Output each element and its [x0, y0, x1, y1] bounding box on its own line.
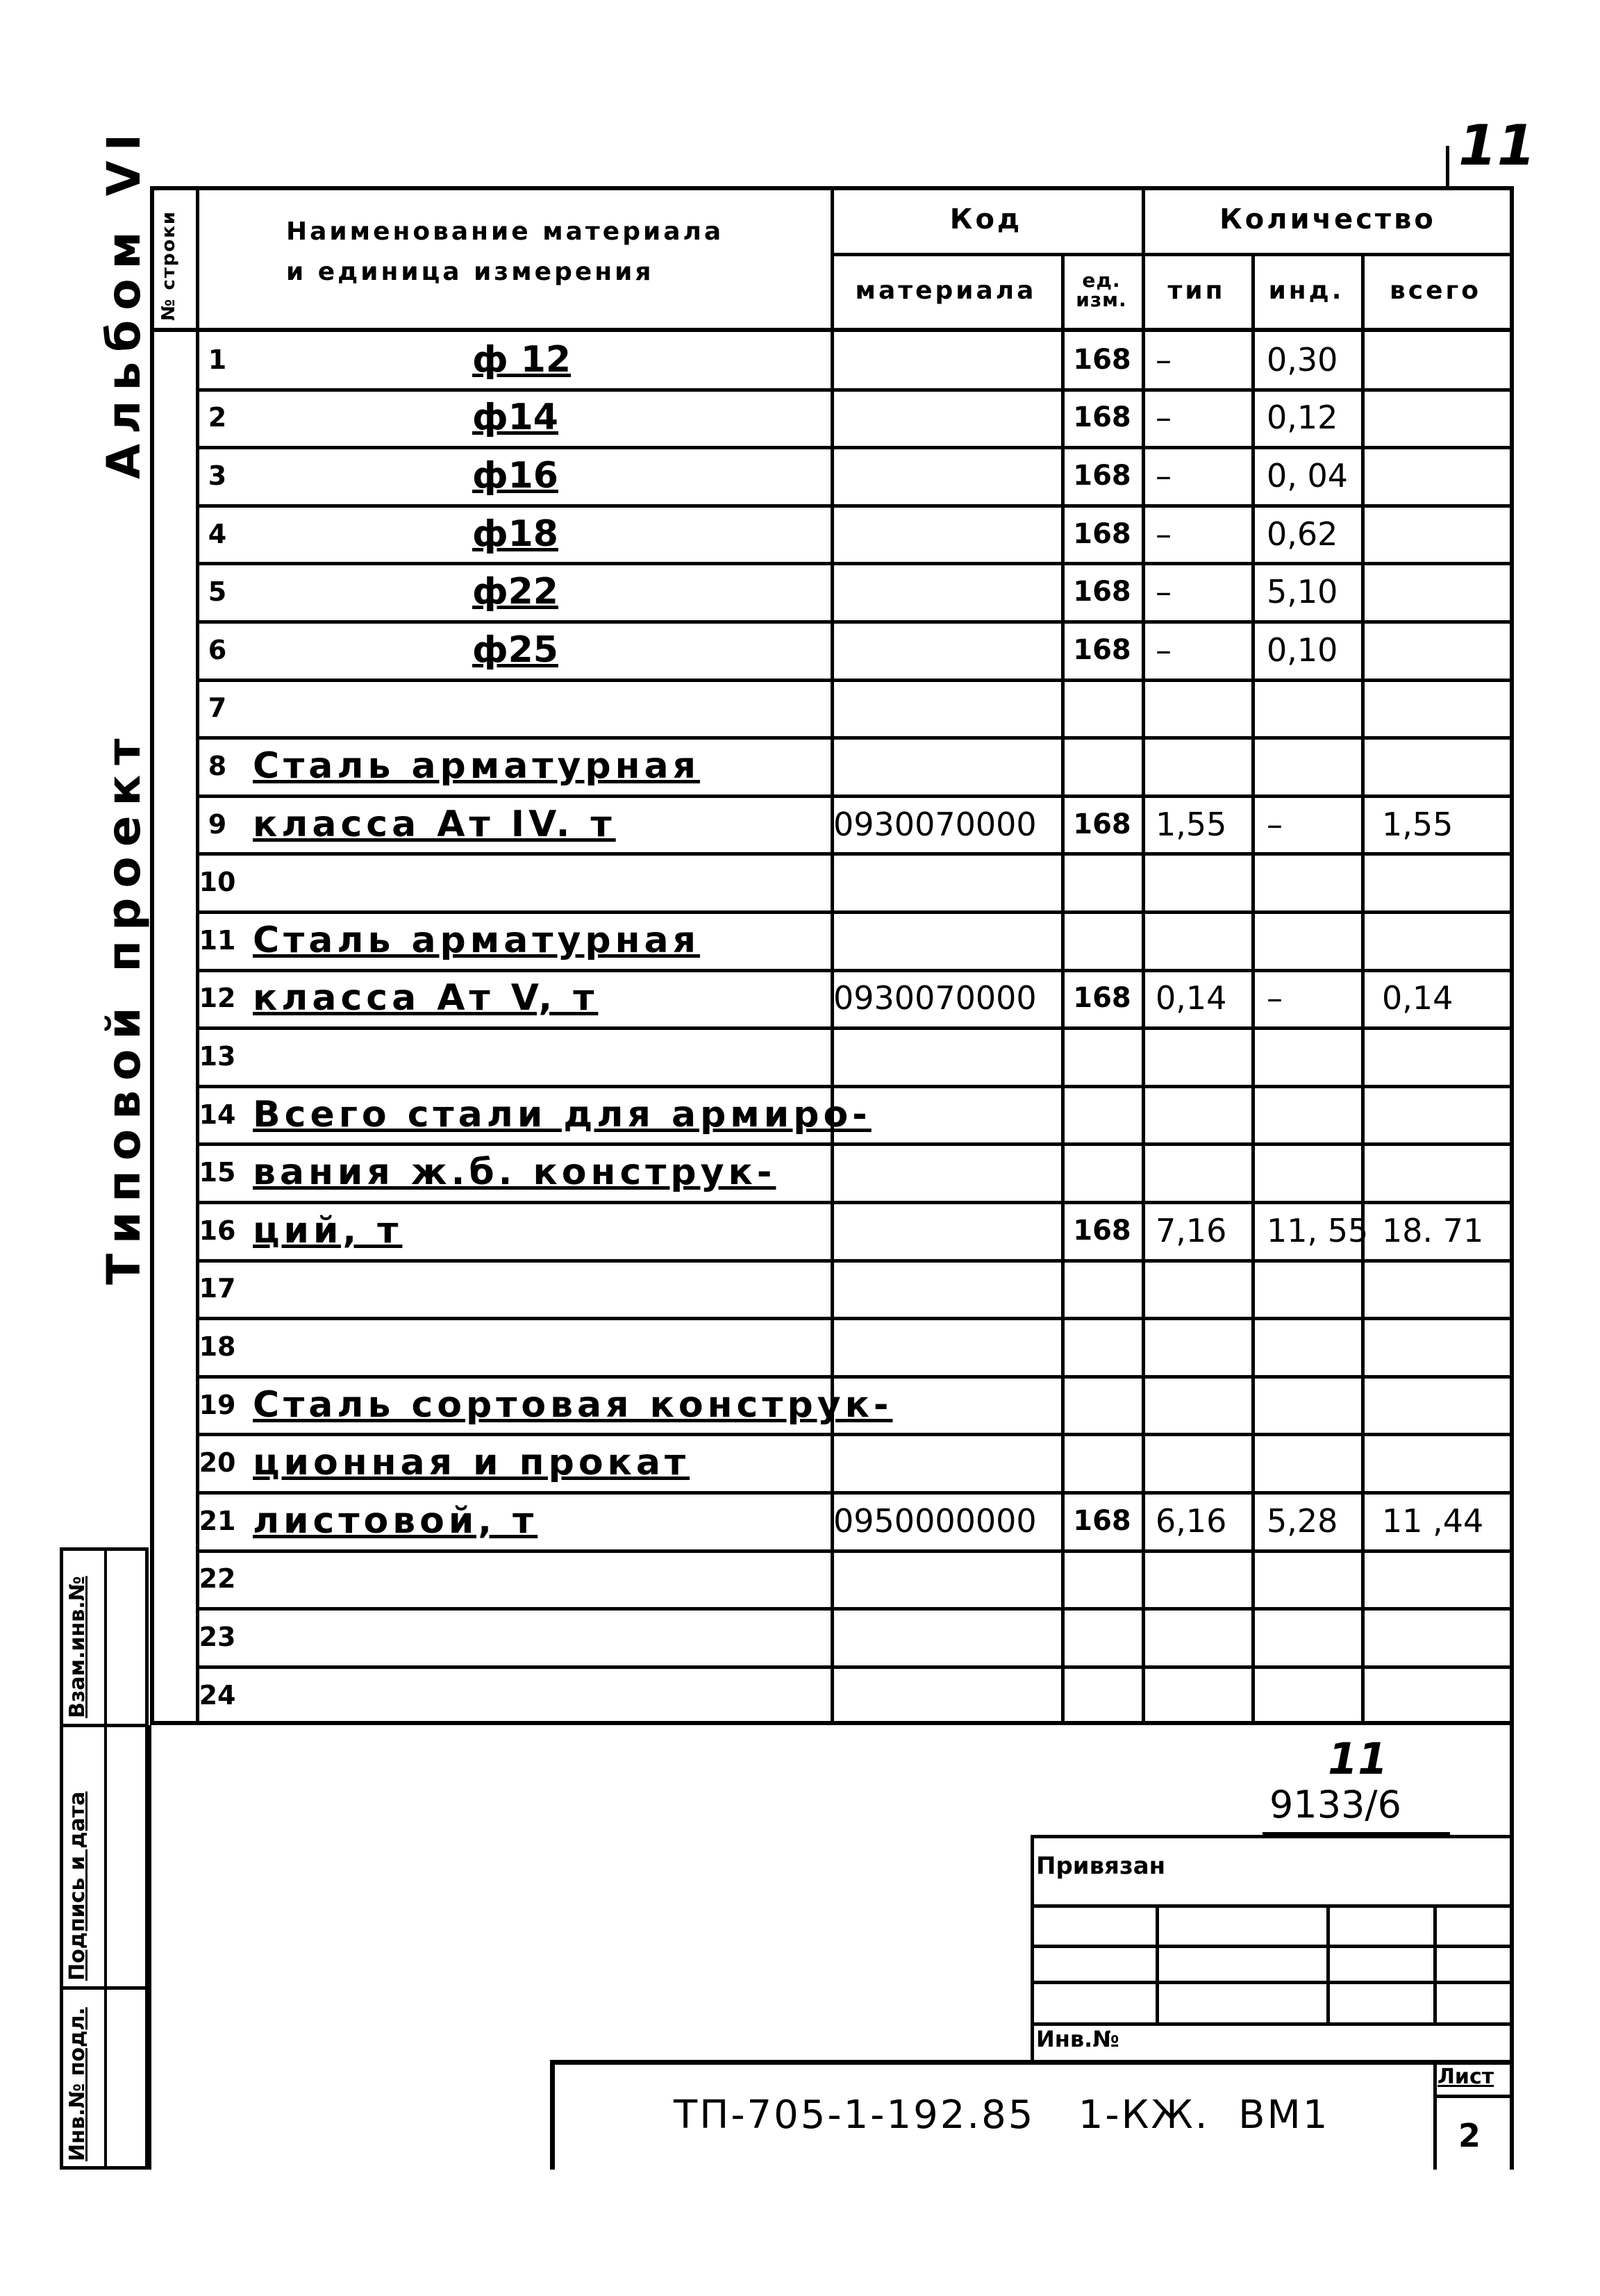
row-20-tip	[1146, 1435, 1250, 1490]
title-block-line	[1433, 2095, 1511, 2098]
row-22-ind	[1257, 1552, 1361, 1607]
podpis-data-label: Подпись и дата	[65, 1791, 90, 1981]
row-5-name: ф22	[472, 571, 558, 613]
col-line	[1251, 253, 1255, 1725]
row-6-unit: 168	[1073, 633, 1131, 666]
row-13-total	[1365, 1029, 1508, 1084]
row-14-unit	[1064, 1087, 1140, 1142]
row-24-code	[833, 1667, 1060, 1723]
album-label: Альбом VI	[97, 124, 151, 479]
row-4-no: 4	[208, 518, 227, 549]
row-6-no: 6	[208, 634, 227, 665]
row-11-no: 11	[199, 924, 236, 956]
row-20-no: 20	[199, 1447, 236, 1479]
row-20-name: ционная и прокат	[253, 1442, 690, 1484]
row-12-no: 12	[199, 983, 236, 1014]
row-8-no: 8	[208, 750, 227, 781]
row-16-tip: 7,16	[1156, 1211, 1227, 1249]
qty-header: Количество	[1219, 203, 1436, 235]
row-18-unit	[1064, 1319, 1140, 1374]
row-13-no: 13	[199, 1040, 236, 1072]
row-9-total: 1,55	[1382, 805, 1453, 843]
row-23-unit	[1064, 1609, 1140, 1665]
stamp-col	[1326, 1904, 1330, 2022]
row-15-ind	[1257, 1145, 1361, 1200]
row-3-code	[833, 448, 1060, 504]
row-14-code	[833, 1087, 1060, 1142]
row-10-total	[1365, 854, 1508, 910]
row-10-code	[833, 854, 1060, 910]
row-18-tip	[1146, 1319, 1250, 1374]
document-code: ТП-705-1-192.85 1-КЖ. ВМ1	[674, 2093, 1330, 2138]
row-21-tip: 6,16	[1156, 1501, 1227, 1540]
sheet-number-bottom: 9133/6	[1269, 1783, 1401, 1827]
row-17-code	[833, 1261, 1060, 1317]
row-17-name	[236, 1261, 826, 1317]
row-15-tip	[1146, 1145, 1250, 1200]
stamp-line	[1031, 1904, 1510, 1908]
row-21-ind: 5,28	[1267, 1501, 1338, 1540]
name-header-line1: Наименование материала	[286, 217, 724, 246]
row-10-unit	[1064, 854, 1140, 910]
privyazan-label: Привязан	[1036, 1852, 1166, 1880]
row-19-total	[1365, 1377, 1508, 1433]
row-18-code	[833, 1319, 1060, 1374]
row-10-tip	[1146, 854, 1250, 910]
stamp-col	[1156, 1904, 1159, 2022]
row-12-ind: –	[1267, 979, 1283, 1017]
row-5-unit: 168	[1073, 576, 1131, 608]
page-mark: 11	[1458, 113, 1536, 178]
row-23-name	[236, 1609, 826, 1665]
inv-no-label: Инв.№	[1036, 2026, 1119, 2052]
row-2-total	[1365, 390, 1508, 446]
qty-tip-header: тип	[1167, 276, 1226, 305]
row-13-tip	[1146, 1029, 1250, 1084]
row-5-tip: –	[1156, 573, 1172, 611]
row-7-tip	[1146, 681, 1250, 736]
row-21-no: 21	[199, 1505, 236, 1536]
row-18-no: 18	[199, 1331, 236, 1362]
row-14-tip	[1146, 1087, 1250, 1142]
row-3-total	[1365, 448, 1508, 504]
row-1-total	[1365, 332, 1508, 388]
row-1-tip: –	[1156, 340, 1172, 378]
row-4-total	[1365, 506, 1508, 562]
row-15-no: 15	[199, 1157, 236, 1188]
row-13-ind	[1257, 1029, 1361, 1084]
row-17-tip	[1146, 1261, 1250, 1317]
row-7-code	[833, 681, 1060, 736]
col-line	[1361, 253, 1365, 1725]
row-19-code	[833, 1377, 1060, 1433]
row-11-total	[1365, 913, 1508, 968]
vzam-inv-label: Взам.инв.№	[65, 1576, 90, 1718]
row-7-ind	[1257, 681, 1361, 736]
row-13-name	[236, 1029, 826, 1084]
row-15-unit	[1064, 1145, 1140, 1200]
row-12-total: 0,14	[1382, 979, 1453, 1017]
code-material-header: материала	[855, 276, 1037, 305]
row-8-tip	[1146, 738, 1250, 794]
row-12-name: класса Ат V, т	[253, 977, 599, 1020]
row-17-ind	[1257, 1261, 1361, 1317]
code-header: Код	[949, 203, 1023, 235]
row-8-name: Сталь арматурная	[253, 744, 701, 787]
row-13-unit	[1064, 1029, 1140, 1084]
row-22-code	[833, 1552, 1060, 1607]
row-20-total	[1365, 1435, 1508, 1490]
row-16-no: 16	[199, 1215, 236, 1246]
row-22-tip	[1146, 1552, 1250, 1607]
row-21-code: 0950000000	[833, 1501, 1037, 1540]
row-12-tip: 0,14	[1156, 979, 1227, 1017]
row-8-code	[833, 738, 1060, 794]
row-12-code: 0930070000	[833, 979, 1037, 1017]
list-value: 2	[1458, 2117, 1481, 2154]
row-2-tip: –	[1156, 399, 1172, 437]
row-7-unit	[1064, 681, 1140, 736]
row-22-total	[1365, 1552, 1508, 1607]
row-1-code	[833, 332, 1060, 388]
row-21-unit: 168	[1073, 1504, 1131, 1537]
row-14-ind	[1257, 1087, 1361, 1142]
row-9-name: класса Ат IV. т	[253, 803, 616, 845]
row-7-total	[1365, 681, 1508, 736]
row-12-unit: 168	[1073, 982, 1131, 1015]
row-11-name: Сталь арматурная	[253, 919, 701, 961]
row-11-ind	[1257, 913, 1361, 968]
row-4-ind: 0,62	[1267, 515, 1338, 553]
stamp-line	[1031, 1945, 1510, 1948]
row-2-code	[833, 390, 1060, 446]
margin-stamp-line	[60, 1724, 149, 1727]
row-11-code	[833, 913, 1060, 968]
row-10-name	[236, 854, 826, 910]
row-15-name: вания ж.б. конструк-	[253, 1151, 776, 1194]
row-6-name: ф25	[472, 629, 558, 671]
row-16-total: 18. 71	[1382, 1211, 1484, 1249]
name-header-line2: и единица измерения	[286, 258, 654, 286]
row-24-name	[236, 1667, 826, 1723]
row-6-total	[1365, 622, 1508, 678]
row-4-tip: –	[1156, 515, 1172, 553]
row-10-ind	[1257, 854, 1361, 910]
inv-podl-label: Инв.№ подл.	[65, 2007, 90, 2161]
row-6-tip: –	[1156, 631, 1172, 669]
qty-total-header: всего	[1389, 276, 1482, 305]
page-mark-tick	[1446, 146, 1449, 188]
row-19-ind	[1257, 1377, 1361, 1433]
row-6-ind: 0,10	[1267, 631, 1338, 669]
row-5-total	[1365, 564, 1508, 619]
row-14-name: Всего стали для армиро-	[253, 1093, 872, 1135]
row-3-name: ф16	[472, 454, 558, 497]
row-17-total	[1365, 1261, 1508, 1317]
row-18-ind	[1257, 1319, 1361, 1374]
row-9-code: 0930070000	[833, 805, 1037, 843]
row-24-no: 24	[199, 1679, 236, 1711]
row-15-code	[833, 1145, 1060, 1200]
row-5-ind: 5,10	[1267, 573, 1338, 611]
row-2-ind: 0,12	[1267, 399, 1338, 437]
row-9-tip: 1,55	[1156, 805, 1227, 843]
row-no-header: № строки	[158, 210, 179, 321]
row-21-total: 11 ,44	[1382, 1501, 1484, 1540]
row-24-tip	[1146, 1667, 1250, 1723]
row-19-unit	[1064, 1377, 1140, 1433]
row-23-tip	[1146, 1609, 1250, 1665]
row-24-unit	[1064, 1667, 1140, 1723]
row-16-code	[833, 1203, 1060, 1258]
row-21-name: листовой, т	[253, 1499, 538, 1542]
row-19-name: Сталь сортовая конструк-	[253, 1383, 893, 1426]
row-3-ind: 0, 04	[1267, 456, 1349, 494]
row-11-unit	[1064, 913, 1140, 968]
row-14-total	[1365, 1087, 1508, 1142]
stamp-line	[1031, 1981, 1510, 1984]
row-4-code	[833, 506, 1060, 562]
row-5-no: 5	[208, 576, 227, 608]
row-13-code	[833, 1029, 1060, 1084]
row-6-code	[833, 622, 1060, 678]
row-22-no: 22	[199, 1563, 236, 1595]
row-3-unit: 168	[1073, 459, 1131, 492]
row-11-tip	[1146, 913, 1250, 968]
row-22-unit	[1064, 1552, 1140, 1607]
row-7-no: 7	[208, 692, 227, 724]
sheet-right-border	[1510, 186, 1514, 2170]
row-22-name	[236, 1552, 826, 1607]
stamp-col	[1433, 1904, 1437, 2022]
row-10-no: 10	[199, 867, 236, 898]
row-7-name	[236, 681, 826, 736]
row-17-unit	[1064, 1261, 1140, 1317]
row-8-unit	[1064, 738, 1140, 794]
row-23-code	[833, 1609, 1060, 1665]
row-19-tip	[1146, 1377, 1250, 1433]
row-20-unit	[1064, 1435, 1140, 1490]
row-9-unit: 168	[1073, 808, 1131, 840]
row-15-total	[1365, 1145, 1508, 1200]
sheet-number-top: 11	[1328, 1733, 1388, 1784]
row-2-unit: 168	[1073, 401, 1131, 434]
list-label: Лист	[1438, 2065, 1494, 2089]
margin-stamp-divider	[104, 1547, 107, 2170]
row-8-total	[1365, 738, 1508, 794]
row-16-unit: 168	[1073, 1214, 1131, 1247]
row-18-name	[236, 1319, 826, 1374]
row-19-no: 19	[199, 1389, 236, 1420]
row-23-ind	[1257, 1609, 1361, 1665]
row-3-no: 3	[208, 460, 227, 491]
row-9-no: 9	[208, 808, 227, 840]
row-4-unit: 168	[1073, 517, 1131, 550]
row-20-ind	[1257, 1435, 1361, 1490]
project-label: Типовой проект	[97, 729, 151, 1285]
row-5-code	[833, 564, 1060, 619]
row-23-no: 23	[199, 1621, 236, 1652]
row-1-unit: 168	[1073, 343, 1131, 376]
margin-stamp-line	[60, 1986, 149, 1990]
row-3-tip: –	[1156, 456, 1172, 494]
row-16-ind: 11, 55	[1267, 1211, 1369, 1249]
row-18-total	[1365, 1319, 1508, 1374]
row-24-total	[1365, 1667, 1508, 1723]
qty-ind-header: инд.	[1268, 276, 1344, 305]
row-1-ind: 0,30	[1267, 340, 1338, 378]
row-1-name: ф 12	[472, 338, 572, 381]
row-14-no: 14	[199, 1099, 236, 1130]
code-unit-header: ед. изм.	[1076, 269, 1127, 311]
row-4-name: ф18	[472, 513, 558, 555]
title-block-divider	[1433, 2060, 1437, 2170]
row-16-name: ций, т	[253, 1209, 403, 1251]
row-23-total	[1365, 1609, 1508, 1665]
row-20-code	[833, 1435, 1060, 1490]
sheet-left-border	[147, 1725, 151, 2170]
row-8-ind	[1257, 738, 1361, 794]
row-2-name: ф14	[472, 397, 558, 439]
row-9-ind: –	[1267, 805, 1283, 843]
row-1-no: 1	[208, 344, 227, 375]
row-17-no: 17	[199, 1273, 236, 1304]
row-2-no: 2	[208, 402, 227, 433]
row-24-ind	[1257, 1667, 1361, 1723]
